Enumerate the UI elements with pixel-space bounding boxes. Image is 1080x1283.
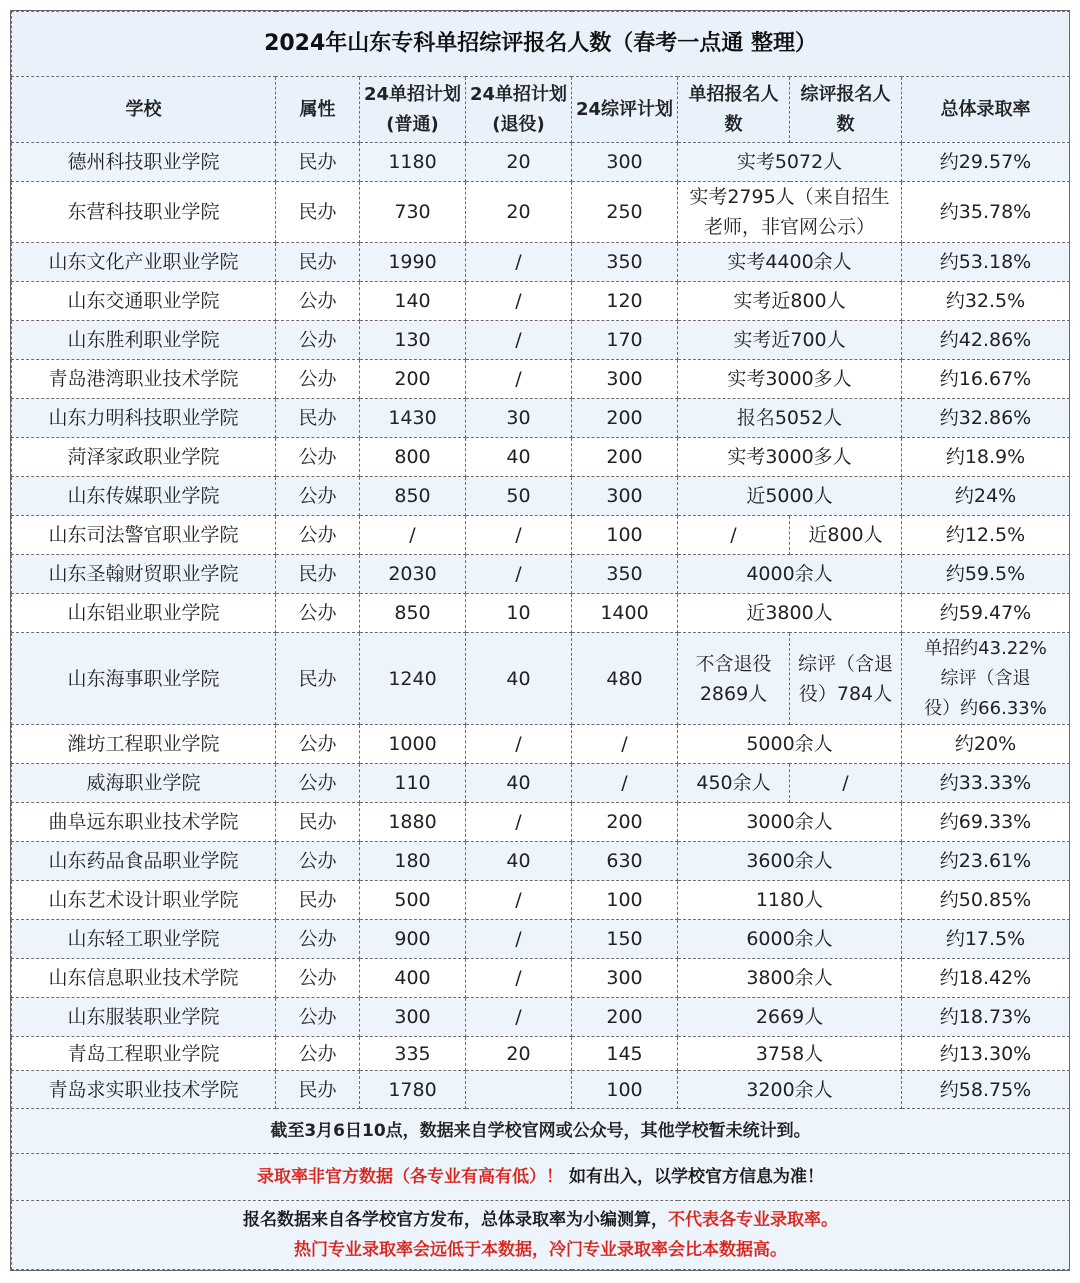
- table-row: [12, 477, 1070, 516]
- plan-veteran: 40: [466, 633, 572, 725]
- plan-veteran: 30: [466, 399, 572, 438]
- school-type: 民办: [276, 243, 360, 282]
- plan-regular: 300: [360, 998, 466, 1037]
- plan-regular: 110: [360, 764, 466, 803]
- plan-comp: 300: [572, 959, 678, 998]
- school-name: 山东服装职业学院: [12, 998, 276, 1037]
- plan-veteran: 20: [466, 143, 572, 182]
- school-type: 公办: [276, 477, 360, 516]
- school-name: 山东传媒职业学院: [12, 477, 276, 516]
- school-name: 山东圣翰财贸职业学院: [12, 555, 276, 594]
- school-type: 公办: [276, 516, 360, 555]
- admission-rate: 约42.86%: [902, 321, 1070, 360]
- note-disclaimer: 录取率非官方数据（各专业有高有低）！ 如有出入，以学校官方信息为准！: [12, 1154, 1070, 1201]
- school-type: 公办: [276, 594, 360, 633]
- admission-rate: 约16.67%: [902, 360, 1070, 399]
- plan-regular: 800: [360, 438, 466, 477]
- applicants-merged: 实考5072人: [678, 143, 902, 182]
- plan-comp: 145: [572, 1037, 678, 1071]
- table-row: [12, 920, 1070, 959]
- plan-regular: 1780: [360, 1071, 466, 1109]
- applicants-merged: 近3800人: [678, 594, 902, 633]
- header-type: 属性: [276, 77, 360, 143]
- plan-comp: /: [572, 764, 678, 803]
- school-type: 公办: [276, 842, 360, 881]
- plan-regular: 850: [360, 477, 466, 516]
- plan-comp: 100: [572, 1071, 678, 1109]
- plan-regular: 1000: [360, 725, 466, 764]
- plan-comp: 630: [572, 842, 678, 881]
- note-method: 报名数据来自各学校官方发布，总体录取率为小编测算，不代表各专业录取率。 热门专业录取率会远低于本数据，冷门专业录取率会比本数据高。: [12, 1201, 1070, 1270]
- plan-comp: 480: [572, 633, 678, 725]
- admission-rate: 约24%: [902, 477, 1070, 516]
- school-name: 山东信息职业技术学院: [12, 959, 276, 998]
- plan-comp: 120: [572, 282, 678, 321]
- table-row: [12, 725, 1070, 764]
- applicants-merged: 实考近800人: [678, 282, 902, 321]
- table-row: [12, 594, 1070, 633]
- admission-rate: 约18.42%: [902, 959, 1070, 998]
- applicants-merged: 实考近700人: [678, 321, 902, 360]
- admission-rate: 约13.30%: [902, 1037, 1070, 1071]
- table-row: [12, 516, 1070, 555]
- plan-regular: 500: [360, 881, 466, 920]
- header-school: 学校: [12, 77, 276, 143]
- table-row: [12, 243, 1070, 282]
- plan-veteran: 40: [466, 842, 572, 881]
- plan-regular: 335: [360, 1037, 466, 1071]
- plan-comp: /: [572, 725, 678, 764]
- school-type: 公办: [276, 959, 360, 998]
- table-row: [12, 182, 1070, 243]
- plan-veteran: 50: [466, 477, 572, 516]
- plan-regular: 900: [360, 920, 466, 959]
- plan-veteran: /: [466, 360, 572, 399]
- applicants-single: /: [678, 516, 790, 555]
- table-row: [12, 803, 1070, 842]
- school-name: 山东力明科技职业学院: [12, 399, 276, 438]
- plan-veteran: 40: [466, 764, 572, 803]
- plan-veteran: 40: [466, 438, 572, 477]
- plan-regular: 850: [360, 594, 466, 633]
- plan-regular: 1240: [360, 633, 466, 725]
- header-apply-comp: 综评报名人 数: [790, 77, 902, 143]
- applicants-merged: 1180人: [678, 881, 902, 920]
- admission-rate: 单招约43.22% 综评（含退 役）约66.33%: [902, 633, 1070, 725]
- plan-regular: 1180: [360, 143, 466, 182]
- plan-veteran: /: [466, 803, 572, 842]
- plan-veteran: /: [466, 243, 572, 282]
- applicants-single: 不含退役 2869人: [678, 633, 790, 725]
- applicants-merged: 3800余人: [678, 959, 902, 998]
- table-row: [12, 998, 1070, 1037]
- applicants-merged: 3600余人: [678, 842, 902, 881]
- school-name: 山东交通职业学院: [12, 282, 276, 321]
- admission-rate: 约35.78%: [902, 182, 1070, 243]
- admission-rate: 约32.5%: [902, 282, 1070, 321]
- plan-comp: 100: [572, 881, 678, 920]
- applicants-merged: 报名5052人: [678, 399, 902, 438]
- plan-regular: 180: [360, 842, 466, 881]
- school-name: 山东胜利职业学院: [12, 321, 276, 360]
- admission-rate: 约69.33%: [902, 803, 1070, 842]
- applicants-merged: 实考2795人（来自招生 老师，非官网公示）: [678, 182, 902, 243]
- plan-comp: 350: [572, 555, 678, 594]
- plan-regular: 200: [360, 360, 466, 399]
- school-name: 山东艺术设计职业学院: [12, 881, 276, 920]
- school-name: 山东司法警官职业学院: [12, 516, 276, 555]
- school-type: 民办: [276, 399, 360, 438]
- school-type: 公办: [276, 998, 360, 1037]
- plan-veteran: /: [466, 516, 572, 555]
- school-name: 菏泽家政职业学院: [12, 438, 276, 477]
- school-name: 威海职业学院: [12, 764, 276, 803]
- school-type: 民办: [276, 803, 360, 842]
- school-type: 公办: [276, 764, 360, 803]
- plan-comp: 100: [572, 516, 678, 555]
- plan-veteran: /: [466, 881, 572, 920]
- plan-regular: 730: [360, 182, 466, 243]
- table-row: [12, 881, 1070, 920]
- school-name: 山东铝业职业学院: [12, 594, 276, 633]
- admission-table: [11, 11, 1070, 1270]
- applicants-single: 450余人: [678, 764, 790, 803]
- school-name: 东营科技职业学院: [12, 182, 276, 243]
- table-row: [12, 555, 1070, 594]
- plan-veteran: /: [466, 555, 572, 594]
- admission-rate: 约17.5%: [902, 920, 1070, 959]
- table-row: [12, 360, 1070, 399]
- school-type: 公办: [276, 360, 360, 399]
- applicants-merged: 6000余人: [678, 920, 902, 959]
- school-type: 公办: [276, 438, 360, 477]
- plan-regular: 1430: [360, 399, 466, 438]
- table-row: [12, 282, 1070, 321]
- school-type: 民办: [276, 881, 360, 920]
- admission-rate: 约20%: [902, 725, 1070, 764]
- table-body: [12, 143, 1070, 1109]
- admission-rate: 约50.85%: [902, 881, 1070, 920]
- plan-regular: /: [360, 516, 466, 555]
- school-type: 民办: [276, 1071, 360, 1109]
- admission-rate: 约59.5%: [902, 555, 1070, 594]
- plan-comp: 300: [572, 360, 678, 399]
- table-row: [12, 438, 1070, 477]
- table-row: [12, 1037, 1070, 1071]
- school-name: 山东文化产业职业学院: [12, 243, 276, 282]
- plan-comp: 170: [572, 321, 678, 360]
- school-type: 公办: [276, 920, 360, 959]
- plan-comp: 200: [572, 998, 678, 1037]
- admission-rate: 约23.61%: [902, 842, 1070, 881]
- applicants-merged: 实考3000多人: [678, 360, 902, 399]
- applicants-merged: 3000余人: [678, 803, 902, 842]
- table-row: [12, 842, 1070, 881]
- applicants-merged: 实考4400余人: [678, 243, 902, 282]
- school-type: 公办: [276, 1037, 360, 1071]
- admission-rate: 约53.18%: [902, 243, 1070, 282]
- school-type: 公办: [276, 321, 360, 360]
- applicants-merged: 4000余人: [678, 555, 902, 594]
- plan-veteran: /: [466, 959, 572, 998]
- plan-regular: 1990: [360, 243, 466, 282]
- plan-regular: 140: [360, 282, 466, 321]
- plan-comp: 200: [572, 438, 678, 477]
- admission-rate: 约18.73%: [902, 998, 1070, 1037]
- plan-comp: 300: [572, 143, 678, 182]
- plan-comp: 300: [572, 477, 678, 516]
- plan-comp: 350: [572, 243, 678, 282]
- school-name: 山东海事职业学院: [12, 633, 276, 725]
- table-row: [12, 764, 1070, 803]
- plan-regular: 2030: [360, 555, 466, 594]
- applicants-merged: 2669人: [678, 998, 902, 1037]
- plan-comp: 200: [572, 803, 678, 842]
- plan-comp: 250: [572, 182, 678, 243]
- note-cutoff: 截至3月6日10点，数据来自学校官网或公众号，其他学校暂未统计到。: [12, 1109, 1070, 1154]
- applicants-merged: 3758人: [678, 1037, 902, 1071]
- plan-veteran: /: [466, 282, 572, 321]
- plan-veteran: 20: [466, 182, 572, 243]
- school-name: 山东药品食品职业学院: [12, 842, 276, 881]
- table-row: [12, 959, 1070, 998]
- table-row: [12, 399, 1070, 438]
- admission-table-sheet: [10, 10, 1070, 1271]
- plan-veteran: /: [466, 998, 572, 1037]
- school-name: 潍坊工程职业学院: [12, 725, 276, 764]
- table-row: [12, 1071, 1070, 1109]
- header-plan-regular: 24单招计划 (普通): [360, 77, 466, 143]
- school-type: 公办: [276, 282, 360, 321]
- applicants-merged: 实考3000多人: [678, 438, 902, 477]
- admission-rate: 约58.75%: [902, 1071, 1070, 1109]
- applicants-comp: /: [790, 764, 902, 803]
- admission-rate: 约32.86%: [902, 399, 1070, 438]
- school-name: 山东轻工职业学院: [12, 920, 276, 959]
- school-type: 公办: [276, 725, 360, 764]
- table-title: 2024年山东专科单招综评报名人数（春考一点通 整理）: [12, 12, 1070, 77]
- header-rate: 总体录取率: [902, 77, 1070, 143]
- plan-veteran: 10: [466, 594, 572, 633]
- plan-veteran: /: [466, 920, 572, 959]
- school-name: 青岛港湾职业技术学院: [12, 360, 276, 399]
- plan-veteran: 20: [466, 1037, 572, 1071]
- plan-regular: 1880: [360, 803, 466, 842]
- school-name: 德州科技职业学院: [12, 143, 276, 182]
- applicants-merged: 3200余人: [678, 1071, 902, 1109]
- applicants-merged: 近5000人: [678, 477, 902, 516]
- admission-rate: 约18.9%: [902, 438, 1070, 477]
- admission-rate: 约33.33%: [902, 764, 1070, 803]
- table-row: [12, 143, 1070, 182]
- applicants-comp: 综评（含退 役）784人: [790, 633, 902, 725]
- school-type: 民办: [276, 143, 360, 182]
- applicants-merged: 5000余人: [678, 725, 902, 764]
- plan-veteran: /: [466, 321, 572, 360]
- plan-veteran: [466, 1071, 572, 1109]
- applicants-comp: 近800人: [790, 516, 902, 555]
- plan-regular: 400: [360, 959, 466, 998]
- school-type: 民办: [276, 633, 360, 725]
- school-name: 青岛求实职业技术学院: [12, 1071, 276, 1109]
- header-plan-veteran: 24单招计划 (退役): [466, 77, 572, 143]
- table-row: [12, 633, 1070, 725]
- plan-comp: 150: [572, 920, 678, 959]
- admission-rate: 约29.57%: [902, 143, 1070, 182]
- plan-veteran: /: [466, 725, 572, 764]
- school-name: 曲阜远东职业技术学院: [12, 803, 276, 842]
- plan-comp: 1400: [572, 594, 678, 633]
- admission-rate: 约12.5%: [902, 516, 1070, 555]
- school-name: 青岛工程职业学院: [12, 1037, 276, 1071]
- table-row: [12, 321, 1070, 360]
- plan-regular: 130: [360, 321, 466, 360]
- admission-rate: 约59.47%: [902, 594, 1070, 633]
- school-type: 民办: [276, 555, 360, 594]
- header-apply-single: 单招报名人 数: [678, 77, 790, 143]
- plan-comp: 200: [572, 399, 678, 438]
- header-plan-comp: 24综评计划: [572, 77, 678, 143]
- school-type: 民办: [276, 182, 360, 243]
